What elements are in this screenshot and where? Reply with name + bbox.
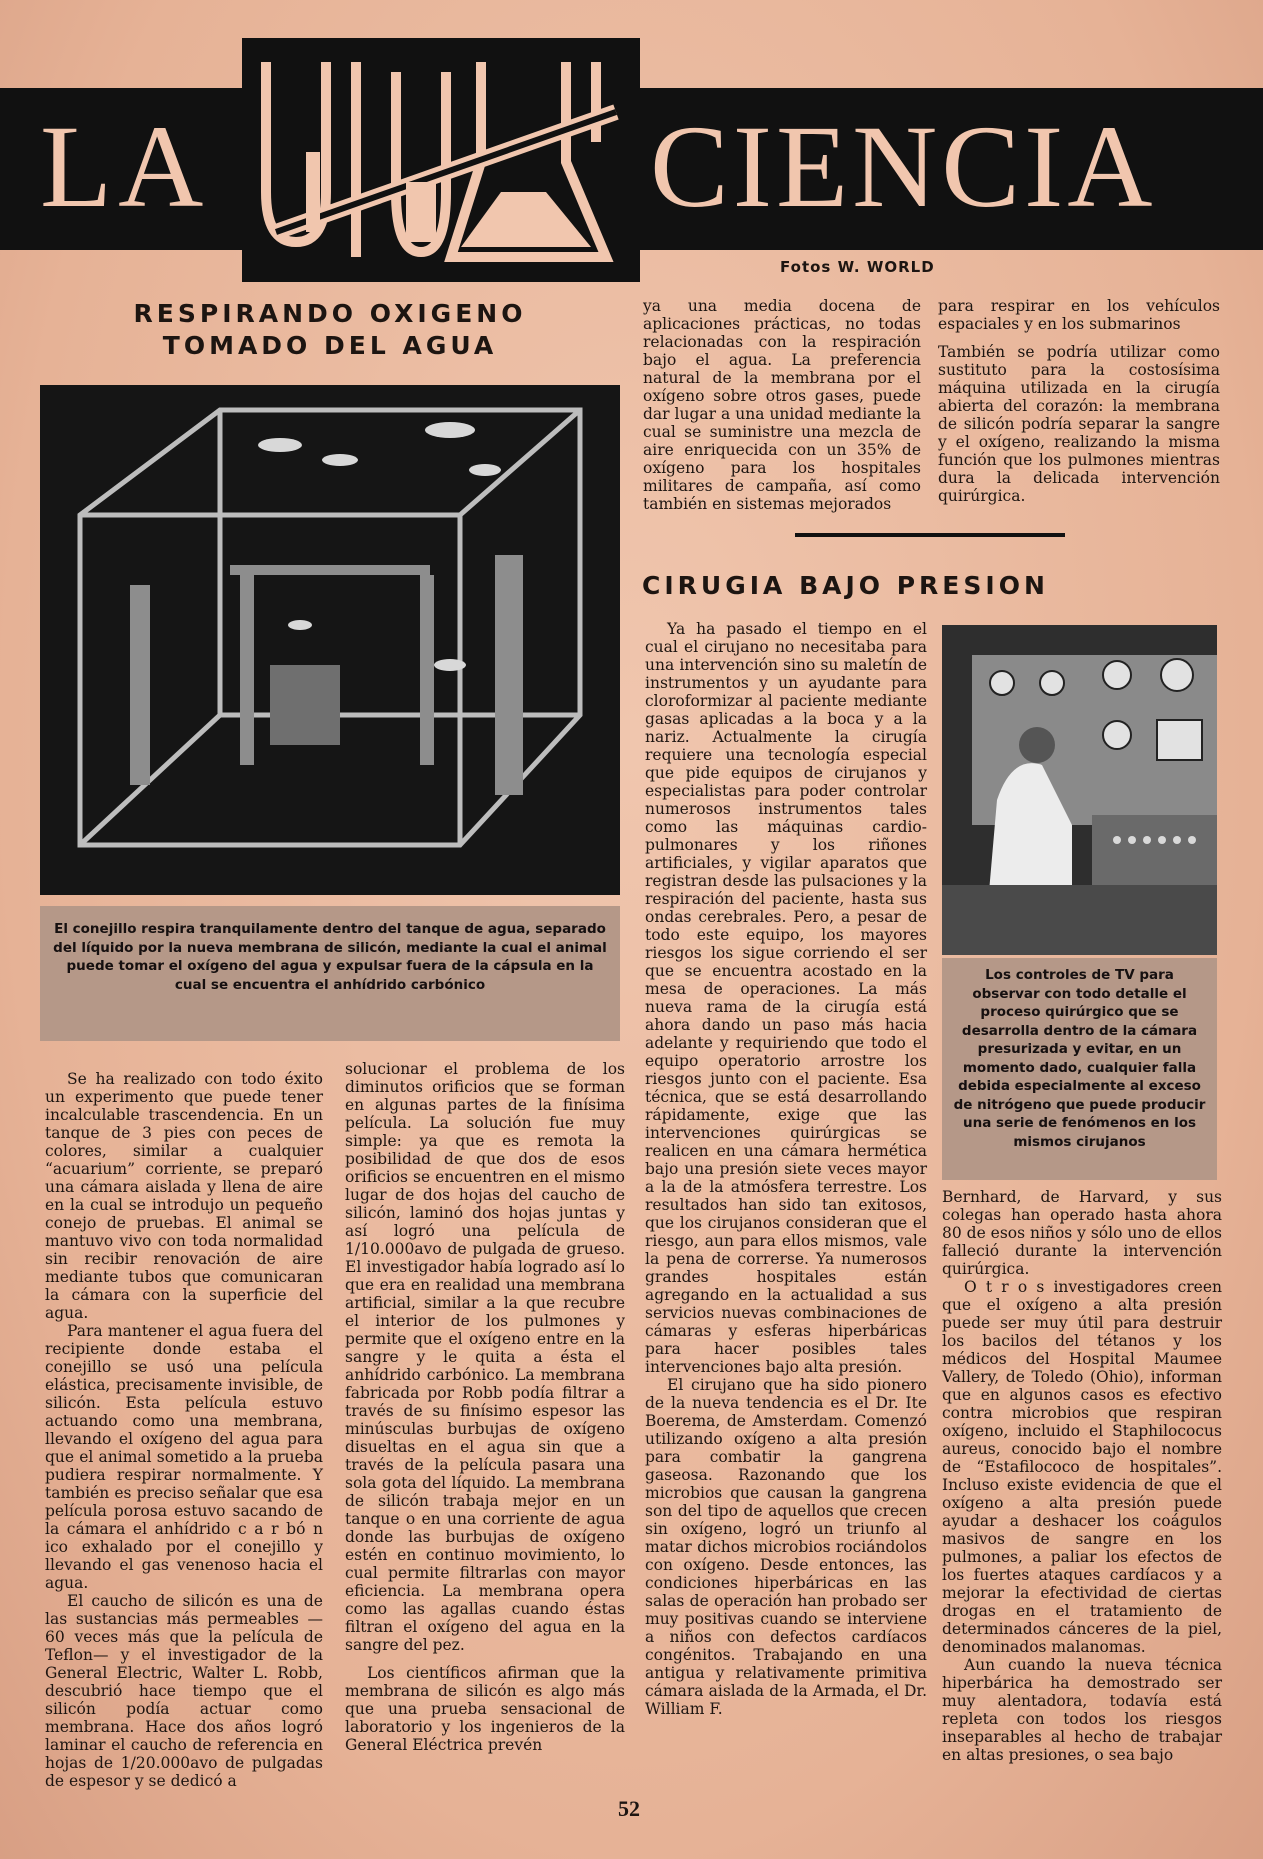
control-room-photo <box>942 625 1217 955</box>
title-la: LA <box>40 101 210 232</box>
article2-column1 <box>645 620 927 1718</box>
aquarium-illustration <box>40 385 620 895</box>
article1-headline-line1: RESPIRANDO OXIGENO <box>133 299 527 328</box>
paragraph: Bernhard, de Harvard, y sus colegas han operado hasta ahora 80 de esos niños y sólo uno de ellos falleció durante la intervención quirúrgica. <box>942 1188 1222 1278</box>
paragraph: solucionar el problema de los diminutos orificios que se forman en algunas partes de la finísima película. La solución fue muy simple: ya que es remota la posibilidad de que dos de esos orificios se encuentren en el mismo lugar de dos hojas del caucho de silicón, laminó dos hojas juntas y así logró una película de 1/10.000avo de pulgada de grueso. El investigador había logrado así lo que era en realidad una membrana artificial, similar a la que recubre el interior de los pulmones y permite que el oxígeno entre en la sangre y le quita a ésta el anhídrido carbónico. La membrana fabricada por Robb podía filtrar a través de su finísimo espesor las minúsculas burbujas de oxígeno disueltas en el agua sin que a través de la película pasara una sola gota del líquido. La membrana de silicón trabaja mejor en un tanque o en una corriente de agua donde las burbujas de oxígeno estén en continuo movimiento, lo cual permite filtrarlas con mayor eficiencia. La membrana opera como las agallas cuando éstas filtran el oxígeno del agua en la sangre del pez. <box>345 1060 625 1654</box>
article2-headline: CIRUGIA BAJO PRESION <box>642 571 1049 600</box>
aquarium-caption: El conejillo respira tranquilamente dentro del tanque de agua, separado del líquido por la nueva membrana de silicón, mediante la cual el animal puede tomar el oxígeno del agua y expulsar fuera de la cápsula en la cual se encuentra el anhídrido carbónico <box>40 906 620 1041</box>
page-number: 52 <box>618 1796 640 1821</box>
paragraph: O t r o s investigadores creen que el oxígeno a alta presión puede ser muy útil para destruir los bacilos del tétanos y los médicos del Hospital Maumee Vallery, de Toledo (Ohio), informan que en algunos casos es efectivo contra microbios que respiran oxígeno, incluido el Staphilococus aureus, conocido bajo el nombre de “Estafilococo de hospitales”. Incluso existe evidencia de que el oxígeno a alta presión puede ayudar a deshacer los coágulos masivos de sangre en los pulmones, a paliar los efectos de los fuertes ataques cardíacos y a mejorar la efectividad de ciertas drogas en el tratamiento de determinados cánceres de la piel, denominados malanomas. <box>942 1278 1222 1656</box>
article1-column1 <box>45 1070 323 1790</box>
control-room-illustration <box>942 625 1217 955</box>
article1-column4 <box>938 297 1220 505</box>
article1-column3 <box>643 297 921 513</box>
paragraph: Ya ha pasado el tiempo en el cual el cirujano no necesitaba para una intervención sino su maletín de instrumentos y un ayudante para cloroformizar al paciente mediante gasas aplicadas a la boca y a la nariz. Actualmente la cirugía requiere una tecnología especial que pide equipos de cirujanos y especialistas para poder controlar numerosos instrumentos tales como las máquinas cardio-pulmonares y los riñones artificiales, y vigilar aparatos que registran desde las pulsaciones y la respiración del paciente, hasta sus ondas cerebrales. Pero, a pesar de todo este equipo, los mayores riesgos los sigue corriendo el ser que se encuentra acostado en la mesa de operaciones. La más nueva rama de la cirugía está ahora dando un paso más hacia adelante y requiriendo que todo el equipo operatorio arrostre los riesgos junto con el paciente. Esa técnica, que se está desarrollando rápidamente, exige que las intervenciones quirúrgicas se realicen en una cámara hermética bajo una presión siete veces mayor a la de la atmósfera terrestre. Los resultados han sido tan exitosos, que los cirujanos consideran que el riesgo, aun para ellos mismos, vale la pena de correrse. Ya numerosos grandes hospitales están agregando en la actualidad a sus servicios nuevas combinaciones de cámaras y esferas hiperbáricas para hacer posibles tales intervenciones bajo alta presión. <box>645 620 927 1376</box>
paragraph: Los científicos afirman que la membrana de silicón es algo más que una prueba sensacional de laboratorio y los ingenieros de la General Eléctrica prevén <box>345 1664 625 1754</box>
article1-column2 <box>345 1060 625 1754</box>
article1-headline <box>100 298 560 362</box>
paragraph: Se ha realizado con todo éxito un experimento que puede tener incalculable trascendencia. En un tanque de 3 pies con peces de colores, similar a cualquier “acuarium” corriente, se preparó una cámara aislada y llena de aire en la cual se introdujo un pequeño conejo de pruebas. El animal se mantuvo vivo con toda normalidad sin recibir renovación de aire mediante tubos que comunicaran la cámara con la superficie del agua. <box>45 1070 323 1322</box>
paragraph: Para mantener el agua fuera del recipiente donde estaba el conejillo se usó una película elástica, precisamente invisible, de silicón. Esta película estuvo actuando como una membrana, llevando el oxígeno del agua para que el animal sometido a la prueba pudiera respirar normalmente. Y también es preciso señalar que esa película porosa estuvo sacando de la cámara el anhídrido c a r bó n ico exhalado por el conejillo y llevando el gas venenoso hacia el agua. <box>45 1322 323 1592</box>
title-ciencia: CIENCIA <box>650 101 1157 232</box>
article-divider <box>795 533 1065 537</box>
article1-headline-line2: TOMADO DEL AGUA <box>162 331 498 360</box>
paragraph: El cirujano que ha sido pionero de la nueva tendencia es el Dr. Ite Boerema, de Amsterdam. Comenzó utilizando oxígeno a alta presión para combatir la gangrena gaseosa. Razonando que los microbios que causan la gangrena son del tipo de aquellos que crecen sin oxígeno, logró un triunfo al matar dichos microbios rociándolos con oxígeno. Desde entonces, las condiciones hiperbáricas en las salas de operación han probado ser muy positivas cuando se interviene a niños con defectos cardíacos congénitos. Trabajando en una antigua y relativamente primitiva cámara aislada de la Armada, el Dr. William F. <box>645 1376 927 1718</box>
control-room-caption: Los controles de TV para observar con todo detalle el proceso quirúrgico que se desarrolla dentro de la cámara presurizada y evitar, en un momento dado, cualquier falla debida especialmente al exceso de nitrógeno que puede producir una serie de fenómenos en los mismos cirujanos <box>942 958 1217 1180</box>
paragraph: El caucho de silicón es una de las sustancias más permeables —60 veces más que la película de Teflon— y el investigador de la General Electric, Walter L. Robb, descubrió hace tiempo que el silicón podía actuar como membrana. Hace dos años logró laminar el caucho de referencia en hojas de 1/20.000avo de pulgadas de espesor y se dedicó a <box>45 1592 323 1790</box>
paragraph: para respirar en los vehículos espaciales y en los submarinos <box>938 297 1220 333</box>
paragraph: ya una media docena de aplicaciones prácticas, no todas relacionadas con la respiración bajo el agua. La preferencia natural de la membrana por el oxígeno sobre otros gases, puede dar lugar a una unidad mediante la cual se suministre una mezcla de aire enriquecida con un 35% de oxígeno para los hospitales militares de campaña, así como también en sistemas mejorados <box>643 297 921 513</box>
aquarium-photo <box>40 385 620 895</box>
article2-column2 <box>942 1188 1222 1764</box>
paragraph: Aun cuando la nueva técnica hiperbárica ha demostrado ser muy alentadora, todavía está repleta con todos los riesgos inseparables al hecho de trabajar en altas presiones, o sea bajo <box>942 1656 1222 1764</box>
photo-credit: Fotos W. WORLD <box>780 258 935 276</box>
laboratory-glassware-logo <box>242 38 640 282</box>
paragraph: También se podría utilizar como sustituto para la costosísima máquina utilizada en la cirugía abierta del corazón: la membrana de silicón podría separar la sangre y el oxígeno, realizando la misma función que los pulmones mientras dura la delicada intervención quirúrgica. <box>938 343 1220 505</box>
test-tubes-icon <box>246 42 636 278</box>
